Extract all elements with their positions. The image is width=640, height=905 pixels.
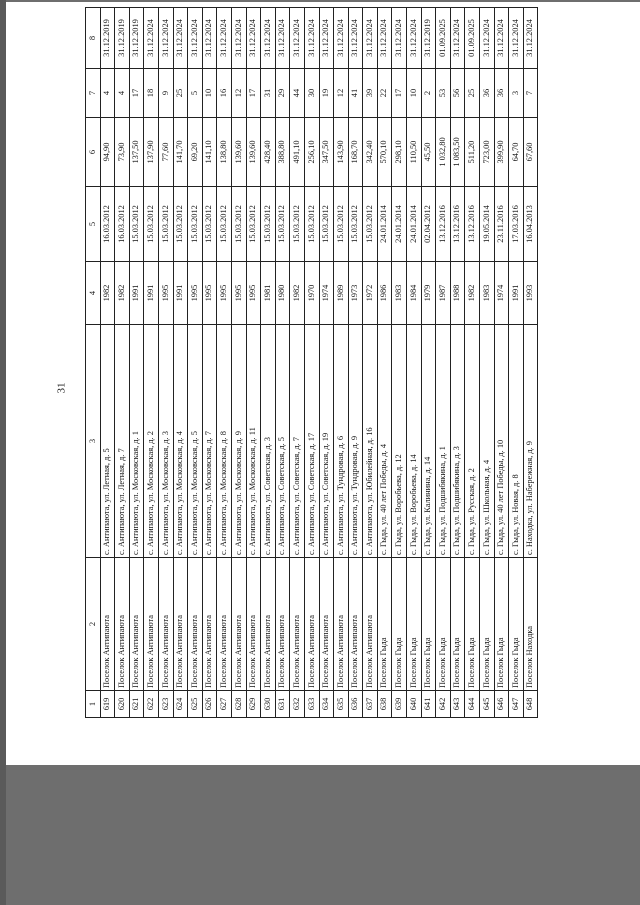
cell-count: 22	[377, 69, 392, 118]
cell-row-number: 628	[231, 691, 246, 718]
cell-date: 17.03.2016	[509, 187, 524, 262]
cell-deadline: 31.12.2024	[377, 8, 392, 69]
cell-deadline: 31.12.2024	[217, 8, 232, 69]
table-row	[363, 8, 378, 718]
cell-count: 17	[246, 69, 261, 118]
header-col-4: 4	[86, 262, 101, 325]
cell-row-number: 641	[421, 691, 436, 718]
cell-year-built: 1970	[304, 262, 319, 325]
cell-settlement: Поселок Гыда	[436, 558, 451, 691]
rotated-table-container	[85, 19, 535, 718]
cell-area: 64,70	[509, 118, 524, 187]
cell-row-number: 619	[100, 691, 115, 718]
cell-deadline: 31.12.2024	[480, 8, 495, 69]
header-col-2: 2	[86, 558, 101, 691]
cell-address: с. Гыда, ул. Воробьева, д. 14	[407, 325, 422, 558]
cell-year-built: 1988	[450, 262, 465, 325]
table-row	[144, 8, 159, 718]
cell-settlement: Поселок Антипаюта	[115, 558, 130, 691]
cell-area: 73,90	[115, 118, 130, 187]
table-body	[100, 8, 538, 718]
cell-deadline: 31.12.2024	[202, 8, 217, 69]
cell-address: с. Гыда, ул. 40 лет Победы, д. 4	[377, 325, 392, 558]
cell-date: 24.01.2014	[407, 187, 422, 262]
cell-address: с. Антипаюта, ул. Московская, д. 4	[173, 325, 188, 558]
cell-area: 342,40	[363, 118, 378, 187]
table-row	[261, 8, 276, 718]
cell-area: 388,80	[275, 118, 290, 187]
cell-count: 25	[173, 69, 188, 118]
cell-row-number: 632	[290, 691, 305, 718]
cell-area: 168,70	[348, 118, 363, 187]
cell-date: 15.03.2012	[275, 187, 290, 262]
cell-address: с. Антипаюта, ул. Тундровая, д. 9	[348, 325, 363, 558]
cell-address: с. Антипаюта, ул. Советская, д. 19	[319, 325, 334, 558]
cell-address: с. Гыда, ул. Новая, д. 8	[509, 325, 524, 558]
cell-area: 141,10	[202, 118, 217, 187]
cell-address: с. Антипаюта, ул. Летная, д. 7	[115, 325, 130, 558]
cell-deadline: 31.12.2024	[494, 8, 509, 69]
cell-row-number: 646	[494, 691, 509, 718]
cell-deadline: 31.12.2019	[421, 8, 436, 69]
cell-settlement: Поселок Антипаюта	[100, 558, 115, 691]
cell-deadline: 31.12.2024	[290, 8, 305, 69]
cell-year-built: 1982	[290, 262, 305, 325]
table-row	[348, 8, 363, 718]
cell-settlement: Поселок Антипаюта	[188, 558, 203, 691]
cell-row-number: 635	[334, 691, 349, 718]
cell-date: 15.03.2012	[231, 187, 246, 262]
cell-deadline: 31.12.2024	[523, 8, 538, 69]
table-row	[115, 8, 130, 718]
cell-count: 53	[436, 69, 451, 118]
cell-deadline: 31.12.2019	[115, 8, 130, 69]
cell-date: 15.03.2012	[129, 187, 144, 262]
cell-count: 30	[304, 69, 319, 118]
cell-deadline: 31.12.2024	[173, 8, 188, 69]
cell-year-built: 1986	[377, 262, 392, 325]
cell-row-number: 622	[144, 691, 159, 718]
cell-address: с. Антипаюта, ул. Советская, д. 7	[290, 325, 305, 558]
cell-area: 139,60	[246, 118, 261, 187]
cell-date: 02.04.2012	[421, 187, 436, 262]
cell-area: 69,20	[188, 118, 203, 187]
cell-deadline: 31.12.2024	[158, 8, 173, 69]
cell-year-built: 1991	[173, 262, 188, 325]
cell-deadline: 31.12.2024	[363, 8, 378, 69]
table-viewport	[85, 19, 535, 718]
cell-deadline: 31.12.2024	[450, 8, 465, 69]
cell-area: 1 032,80	[436, 118, 451, 187]
cell-row-number: 645	[480, 691, 495, 718]
table-row	[407, 8, 422, 718]
cell-address: с. Гыда, ул. Воробьева, д. 12	[392, 325, 407, 558]
cell-area: 45,50	[421, 118, 436, 187]
header-col-7: 7	[86, 69, 101, 118]
cell-settlement: Поселок Гыда	[509, 558, 524, 691]
cell-address: с. Антипаюта, ул. Советская, д. 5	[275, 325, 290, 558]
table-row	[188, 8, 203, 718]
table-row	[319, 8, 334, 718]
cell-count: 17	[392, 69, 407, 118]
cell-row-number: 620	[115, 691, 130, 718]
table-row	[480, 8, 495, 718]
cell-area: 94,90	[100, 118, 115, 187]
cell-deadline: 31.12.2024	[144, 8, 159, 69]
cell-area: 428,40	[261, 118, 276, 187]
cell-count: 56	[450, 69, 465, 118]
table-row	[246, 8, 261, 718]
cell-row-number: 640	[407, 691, 422, 718]
cell-count: 41	[348, 69, 363, 118]
cell-deadline: 31.12.2024	[407, 8, 422, 69]
cell-settlement: Поселок Антипаюта	[319, 558, 334, 691]
cell-row-number: 625	[188, 691, 203, 718]
table-row	[494, 8, 509, 718]
cell-count: 36	[494, 69, 509, 118]
cell-address: с. Антипаюта, ул. Московская, д. 7	[202, 325, 217, 558]
cell-deadline: 31.12.2024	[319, 8, 334, 69]
table-row	[465, 8, 480, 718]
cell-year-built: 1991	[129, 262, 144, 325]
cell-count: 17	[129, 69, 144, 118]
cell-year-built: 1982	[465, 262, 480, 325]
cell-date: 16.03.2012	[100, 187, 115, 262]
cell-address: с. Антипаюта, ул. Московская, д. 9	[231, 325, 246, 558]
cell-settlement: Поселок Антипаюта	[129, 558, 144, 691]
table-row	[304, 8, 319, 718]
cell-area: 137,90	[144, 118, 159, 187]
cell-address: с. Антипаюта, ул. Московская, д. 2	[144, 325, 159, 558]
cell-year-built: 1979	[421, 262, 436, 325]
table-row	[436, 8, 451, 718]
cell-year-built: 1991	[144, 262, 159, 325]
cell-row-number: 627	[217, 691, 232, 718]
cell-count: 25	[465, 69, 480, 118]
page-number: 31	[55, 382, 68, 394]
cell-settlement: Поселок Антипаюта	[202, 558, 217, 691]
cell-year-built: 1974	[319, 262, 334, 325]
cell-address: с. Антипаюта, ул. Тундровая, д. 6	[334, 325, 349, 558]
cell-row-number: 642	[436, 691, 451, 718]
cell-address: с. Антипаюта, ул. Московская, д. 11	[246, 325, 261, 558]
cell-settlement: Поселок Антипаюта	[334, 558, 349, 691]
cell-address: с. Гыда, ул. Калинина, д. 14	[421, 325, 436, 558]
cell-area: 399,90	[494, 118, 509, 187]
cell-date: 24.01.2014	[392, 187, 407, 262]
table-row	[202, 8, 217, 718]
cell-year-built: 1993	[523, 262, 538, 325]
cell-area: 137,50	[129, 118, 144, 187]
cell-date: 15.03.2012	[158, 187, 173, 262]
cell-row-number: 626	[202, 691, 217, 718]
cell-address: с. Антипаюта, ул. Советская, д. 3	[261, 325, 276, 558]
cell-address: с. Гыда, ул. Подшибякина, д. 1	[436, 325, 451, 558]
cell-date: 15.03.2012	[363, 187, 378, 262]
cell-count: 39	[363, 69, 378, 118]
cell-area: 110,50	[407, 118, 422, 187]
cell-address: с. Гыда, ул. 40 лет Победы, д. 10	[494, 325, 509, 558]
cell-area: 138,80	[217, 118, 232, 187]
cell-year-built: 1995	[217, 262, 232, 325]
cell-date: 15.03.2012	[202, 187, 217, 262]
cell-year-built: 1973	[348, 262, 363, 325]
cell-row-number: 637	[363, 691, 378, 718]
cell-settlement: Поселок Антипаюта	[261, 558, 276, 691]
table-row	[450, 8, 465, 718]
table-row	[523, 8, 538, 718]
cell-area: 139,60	[231, 118, 246, 187]
cell-settlement: Поселок Антипаюта	[275, 558, 290, 691]
cell-deadline: 31.12.2024	[188, 8, 203, 69]
cell-address: с. Гыда, ул. Подшибякина, д. 3	[450, 325, 465, 558]
cell-row-number: 639	[392, 691, 407, 718]
cell-date: 24.01.2014	[377, 187, 392, 262]
cell-deadline: 31.12.2019	[129, 8, 144, 69]
cell-deadline: 31.12.2024	[246, 8, 261, 69]
cell-deadline: 01.09.2025	[436, 8, 451, 69]
cell-count: 44	[290, 69, 305, 118]
cell-area: 511,20	[465, 118, 480, 187]
cell-deadline: 31.12.2024	[231, 8, 246, 69]
cell-year-built: 1972	[363, 262, 378, 325]
cell-date: 15.03.2012	[334, 187, 349, 262]
housing-registry-table	[85, 7, 538, 718]
cell-deadline: 31.12.2024	[261, 8, 276, 69]
cell-deadline: 31.12.2024	[275, 8, 290, 69]
cell-row-number: 634	[319, 691, 334, 718]
cell-year-built: 1995	[188, 262, 203, 325]
cell-count: 9	[158, 69, 173, 118]
cell-area: 1 083,50	[450, 118, 465, 187]
cell-settlement: Поселок Антипаюта	[363, 558, 378, 691]
cell-year-built: 1991	[509, 262, 524, 325]
table-row	[173, 8, 188, 718]
table-row	[129, 8, 144, 718]
cell-count: 7	[523, 69, 538, 118]
table-row	[377, 8, 392, 718]
cell-count: 29	[275, 69, 290, 118]
cell-date: 15.03.2012	[188, 187, 203, 262]
cell-date: 15.03.2012	[173, 187, 188, 262]
cell-count: 2	[421, 69, 436, 118]
cell-year-built: 1980	[275, 262, 290, 325]
cell-settlement: Поселок Антипаюта	[217, 558, 232, 691]
cell-address: с. Антипаюта, ул. Московская, д. 3	[158, 325, 173, 558]
cell-date: 15.03.2012	[246, 187, 261, 262]
cell-deadline: 31.12.2024	[304, 8, 319, 69]
cell-year-built: 1982	[100, 262, 115, 325]
cell-date: 23.11.2016	[494, 187, 509, 262]
cell-address: с. Антипаюта, ул. Московская, д. 5	[188, 325, 203, 558]
cell-settlement: Поселок Гыда	[450, 558, 465, 691]
cell-area: 491,10	[290, 118, 305, 187]
cell-deadline: 31.12.2024	[392, 8, 407, 69]
cell-date: 19.05.2014	[480, 187, 495, 262]
cell-row-number: 638	[377, 691, 392, 718]
cell-address: с. Антипаюта, ул. Летная, д. 5	[100, 325, 115, 558]
table-row	[275, 8, 290, 718]
cell-date: 13.12.2016	[465, 187, 480, 262]
cell-date: 13.12.2016	[450, 187, 465, 262]
table-row	[334, 8, 349, 718]
cell-count: 10	[407, 69, 422, 118]
cell-year-built: 1995	[246, 262, 261, 325]
cell-date: 16.04.2013	[523, 187, 538, 262]
table-row	[100, 8, 115, 718]
cell-settlement: Поселок Гыда	[465, 558, 480, 691]
cell-area: 77,60	[158, 118, 173, 187]
cell-year-built: 1995	[231, 262, 246, 325]
cell-area: 298,10	[392, 118, 407, 187]
cell-deadline: 31.12.2019	[100, 8, 115, 69]
cell-settlement: Поселок Антипаюта	[290, 558, 305, 691]
cell-row-number: 630	[261, 691, 276, 718]
cell-deadline: 31.12.2024	[348, 8, 363, 69]
cell-settlement: Поселок Антипаюта	[231, 558, 246, 691]
cell-count: 5	[188, 69, 203, 118]
cell-settlement: Поселок Гыда	[480, 558, 495, 691]
cell-count: 19	[319, 69, 334, 118]
cell-settlement: Поселок Гыда	[407, 558, 422, 691]
cell-row-number: 629	[246, 691, 261, 718]
cell-settlement: Поселок Антипаюта	[173, 558, 188, 691]
cell-count: 4	[100, 69, 115, 118]
header-col-6: 6	[86, 118, 101, 187]
cell-area: 256,10	[304, 118, 319, 187]
cell-settlement: Поселок Гыда	[392, 558, 407, 691]
cell-address: с. Гыда, ул. Русская, д. 2	[465, 325, 480, 558]
cell-row-number: 623	[158, 691, 173, 718]
cell-count: 10	[202, 69, 217, 118]
cell-settlement: Поселок Гыда	[494, 558, 509, 691]
cell-area: 143,90	[334, 118, 349, 187]
table-header-row	[86, 8, 101, 718]
cell-year-built: 1981	[261, 262, 276, 325]
cell-year-built: 1983	[392, 262, 407, 325]
header-col-3: 3	[86, 325, 101, 558]
cell-row-number: 636	[348, 691, 363, 718]
cell-deadline: 31.12.2024	[334, 8, 349, 69]
cell-settlement: Поселок Гыда	[377, 558, 392, 691]
cell-date: 16.03.2012	[115, 187, 130, 262]
cell-row-number: 624	[173, 691, 188, 718]
cell-count: 16	[217, 69, 232, 118]
header-col-5: 5	[86, 187, 101, 262]
cell-row-number: 643	[450, 691, 465, 718]
cell-count: 12	[231, 69, 246, 118]
header-col-8: 8	[86, 8, 101, 69]
table-row	[421, 8, 436, 718]
cell-deadline: 31.12.2024	[509, 8, 524, 69]
cell-area: 67,60	[523, 118, 538, 187]
cell-address: с. Находка, ул. Набережная, д. 9	[523, 325, 538, 558]
header-col-1: 1	[86, 691, 101, 718]
cell-year-built: 1982	[115, 262, 130, 325]
cell-year-built: 1987	[436, 262, 451, 325]
cell-year-built: 1984	[407, 262, 422, 325]
cell-deadline: 01.09.2025	[465, 8, 480, 69]
cell-date: 15.03.2012	[144, 187, 159, 262]
cell-row-number: 621	[129, 691, 144, 718]
table-row	[158, 8, 173, 718]
cell-date: 13.12.2016	[436, 187, 451, 262]
cell-row-number: 631	[275, 691, 290, 718]
cell-area: 141,70	[173, 118, 188, 187]
cell-settlement: Поселок Антипаюта	[144, 558, 159, 691]
cell-address: с. Антипаюта, ул. Московская, д. 1	[129, 325, 144, 558]
cell-count: 4	[115, 69, 130, 118]
cell-row-number: 644	[465, 691, 480, 718]
cell-address: с. Гыда, ул. Школьная, д. 4	[480, 325, 495, 558]
table-row	[392, 8, 407, 718]
cell-area: 723,00	[480, 118, 495, 187]
cell-count: 31	[261, 69, 276, 118]
table-row	[290, 8, 305, 718]
cell-settlement: Поселок Антипаюта	[158, 558, 173, 691]
cell-settlement: Поселок Находка	[523, 558, 538, 691]
table-row	[231, 8, 246, 718]
cell-area: 570,10	[377, 118, 392, 187]
cell-date: 15.03.2012	[290, 187, 305, 262]
cell-date: 15.03.2012	[261, 187, 276, 262]
cell-count: 3	[509, 69, 524, 118]
cell-count: 18	[144, 69, 159, 118]
cell-row-number: 633	[304, 691, 319, 718]
cell-address: с. Антипаюта, ул. Московская, д. 8	[217, 325, 232, 558]
cell-settlement: Поселок Антипаюта	[348, 558, 363, 691]
cell-year-built: 1974	[494, 262, 509, 325]
cell-year-built: 1989	[334, 262, 349, 325]
cell-address: с. Антипаюта, ул. Юбилейная, д. 16	[363, 325, 378, 558]
cell-year-built: 1983	[480, 262, 495, 325]
cell-address: с. Антипаюта, ул. Советская, д. 17	[304, 325, 319, 558]
cell-date: 15.03.2012	[304, 187, 319, 262]
cell-area: 347,50	[319, 118, 334, 187]
cell-date: 15.03.2012	[319, 187, 334, 262]
cell-date: 15.03.2012	[348, 187, 363, 262]
cell-count: 12	[334, 69, 349, 118]
table-row	[509, 8, 524, 718]
cell-date: 15.03.2012	[217, 187, 232, 262]
cell-count: 36	[480, 69, 495, 118]
cell-settlement: Поселок Антипаюта	[246, 558, 261, 691]
cell-settlement: Поселок Гыда	[421, 558, 436, 691]
cell-year-built: 1995	[202, 262, 217, 325]
table-row	[217, 8, 232, 718]
cell-settlement: Поселок Антипаюта	[304, 558, 319, 691]
cell-year-built: 1995	[158, 262, 173, 325]
cell-row-number: 647	[509, 691, 524, 718]
cell-row-number: 648	[523, 691, 538, 718]
